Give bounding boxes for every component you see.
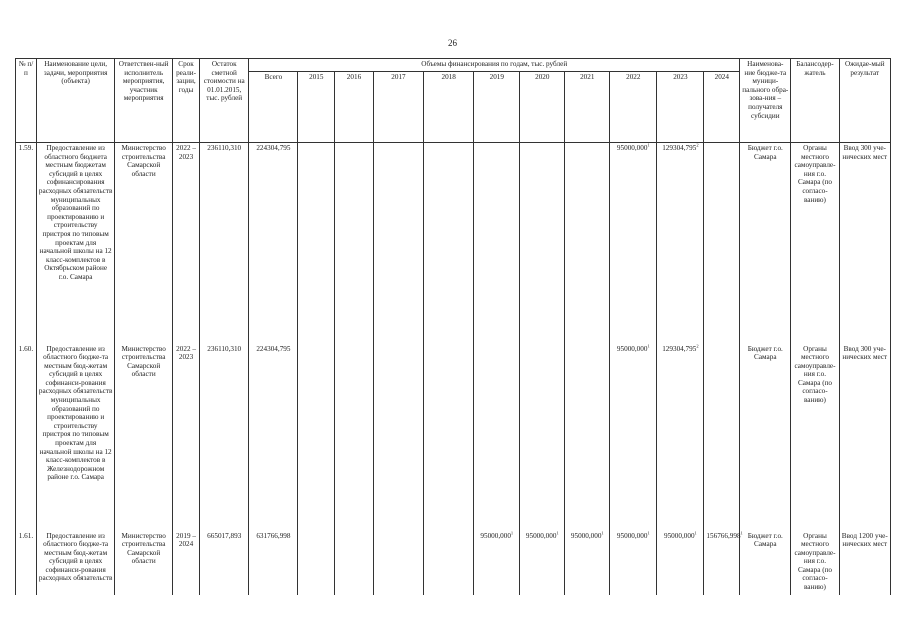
amount-value: 95000,000 xyxy=(663,531,695,540)
cell-term: 2022 – 2023 xyxy=(172,143,199,344)
cell-result: Ввод 300 уче-нических мест xyxy=(839,143,890,344)
amount-value: 129304,795 xyxy=(662,344,697,353)
header-total: Всего xyxy=(249,72,298,143)
cell-num: 1.59. xyxy=(16,143,37,344)
header-year: 2018 xyxy=(424,72,474,143)
cell-budget-name: Бюджет г.о. Самара xyxy=(740,344,791,531)
cell-total: 631766,998 xyxy=(249,531,298,595)
cell-term: 2022 – 2023 xyxy=(172,344,199,531)
cell-year-amount xyxy=(657,143,704,344)
footnote-mark: 1 xyxy=(647,142,650,148)
cell-balance: 236110,310 xyxy=(200,143,249,344)
cell-name: Предоставление из областного бюджета местным бюджетам субсидий в целях софинансирования расходных обязательств муниципальных образований по проектированию и строительству пристроя по типовым проектам для начальной школы на 12 класс-комплектов в Октябрьском районе г.о. Самара xyxy=(36,143,114,344)
footnote-mark: 2 xyxy=(696,343,699,349)
cell-budget-name: Бюджет г.о. Самара xyxy=(740,143,791,344)
cell-responsible: Министерство строительства Самарской области xyxy=(115,531,173,595)
cell-name-text: Предоставление из областного бюдже-та местным бюд-жетам субсидий в целях софинанси-рования расходных обязательств xyxy=(38,531,113,583)
cell-year-amount xyxy=(474,143,520,344)
cell-balance: 236110,310 xyxy=(200,344,249,531)
header-holder: Балансодер-жатель xyxy=(791,59,839,143)
cell-holder: Органы местного самоуправле-ния г.о. Самара (по согласо-ванию) xyxy=(791,143,839,344)
funding-table xyxy=(15,58,891,595)
cell-year-amount xyxy=(298,143,335,344)
amount-value: 95000,000 xyxy=(616,144,648,152)
cell-total: 224304,795 xyxy=(249,143,298,344)
cell-total: 224304,795 xyxy=(249,344,298,531)
cell-year-amount xyxy=(373,531,423,595)
cell-year-amount xyxy=(474,344,520,531)
amount-value: 156766,998 xyxy=(706,531,741,540)
cell-result: Ввод 300 уче-нических мест xyxy=(839,344,890,531)
header-result: Ожидае-мый результат xyxy=(839,59,890,143)
footnote-mark: 2 xyxy=(696,142,699,148)
cell-year-amount xyxy=(335,143,374,344)
cell-year-amount xyxy=(565,531,610,595)
cell-year-amount xyxy=(474,531,520,595)
cell-year-amount xyxy=(610,143,657,344)
table-body xyxy=(16,143,891,595)
header-year: 2017 xyxy=(373,72,423,143)
cell-year-amount xyxy=(520,344,565,531)
cell-responsible: Министерство строительства Самарской области xyxy=(115,344,173,531)
amount-value: 95000,000 xyxy=(570,531,602,540)
cell-budget-name: Бюджет г.о. Самара xyxy=(740,531,791,595)
footnote-mark: 1 xyxy=(694,530,697,536)
cell-year-amount xyxy=(704,344,740,531)
cell-year-amount xyxy=(335,344,374,531)
header-year: 2019 xyxy=(474,72,520,143)
table-row xyxy=(16,143,891,344)
amount-value: 95000,000 xyxy=(480,531,511,540)
footnote-mark: 1 xyxy=(601,530,604,536)
cell-name xyxy=(36,531,114,595)
cell-year-amount xyxy=(520,531,565,595)
cell-result: Ввод 1200 уче-нических мест xyxy=(839,531,890,595)
header-term: Срок реали-зации, годы xyxy=(172,59,199,143)
cell-holder: Органы местного самоуправле-ния г.о. Самара (по согласо-ванию) xyxy=(791,344,839,531)
cell-year-amount xyxy=(704,143,740,344)
amount-value: 95000,000 xyxy=(525,531,557,540)
header-responsible: Ответствен-ный исполнитель мероприятия, участник мероприятия xyxy=(115,59,173,143)
footnote-mark: 1 xyxy=(556,530,559,536)
cell-name: Предоставление из областного бюдже-та местным бюд-жетам субсидий в целях софинанси-рования расходных обязательств муниципальных образований по проектированию и строительству пристроя по типовым проектам для начальной школы на 12 класс-комплектов в Железнодорожном районе г.о. Самара xyxy=(36,344,114,531)
amount-value: 95000,000 xyxy=(616,531,648,540)
header-year: 2016 xyxy=(335,72,374,143)
footnote-mark: 1 xyxy=(740,530,743,536)
cell-year-amount xyxy=(704,530,743,595)
cell-year-amount xyxy=(610,344,657,531)
header-year: 2021 xyxy=(565,72,610,143)
cell-year-amount xyxy=(424,143,474,344)
cell-year-amount xyxy=(424,531,474,595)
cell-year-amount xyxy=(565,143,610,344)
cell-year-amount xyxy=(298,531,335,595)
cell-year-amount xyxy=(424,344,474,531)
cell-year-amount xyxy=(657,531,704,595)
cell-balance: 665017,893 xyxy=(200,531,249,595)
cell-responsible: Министерство строительства Самарской области xyxy=(115,143,173,344)
cell-year-amount xyxy=(565,344,610,531)
footnote-mark: 1 xyxy=(647,343,650,349)
cell-year-amount xyxy=(520,143,565,344)
cell-num: 1.61. xyxy=(16,531,37,595)
header-year: 2022 xyxy=(610,72,657,143)
cell-year-amount xyxy=(373,344,423,531)
header-budget-name: Наименова-ние бюдже-та муници-пального обра-зова-ния – получателя субсидии xyxy=(740,59,791,143)
header-funding-group: Объемы финансирования по годам, тыс. рублей xyxy=(249,59,740,72)
cell-year-amount xyxy=(657,344,704,531)
header-name: Наименование цели, задачи, мероприятия (объекта) xyxy=(36,59,114,143)
table-row xyxy=(16,344,891,531)
footnote-mark: 1 xyxy=(510,530,514,536)
cell-num: 1.60. xyxy=(16,344,37,531)
header-year: 2023 xyxy=(657,72,704,143)
amount-value: 129304,795 xyxy=(662,144,697,152)
header-year: 2020 xyxy=(520,72,565,143)
header-year: 2015 xyxy=(298,72,335,143)
cell-year-amount xyxy=(373,143,423,344)
cell-year-amount xyxy=(335,531,374,595)
table-row xyxy=(16,531,891,595)
cell-holder: Органы местного самоуправле-ния г.о. Самара (по согласо-ванию) xyxy=(791,531,839,595)
page-number: 26 xyxy=(448,38,457,48)
amount-value: 95000,000 xyxy=(616,344,648,353)
cell-year-amount xyxy=(610,531,657,595)
header-year: 2024 xyxy=(704,72,740,143)
cell-year-amount xyxy=(298,344,335,531)
footnote-mark: 1 xyxy=(647,530,650,536)
header-balance: Остаток сметной стоимости на 01.01.2015, тыс. рублей xyxy=(200,59,249,143)
header-num: № п/п xyxy=(16,59,37,143)
cell-term: 2019 – 2024 xyxy=(172,531,199,595)
